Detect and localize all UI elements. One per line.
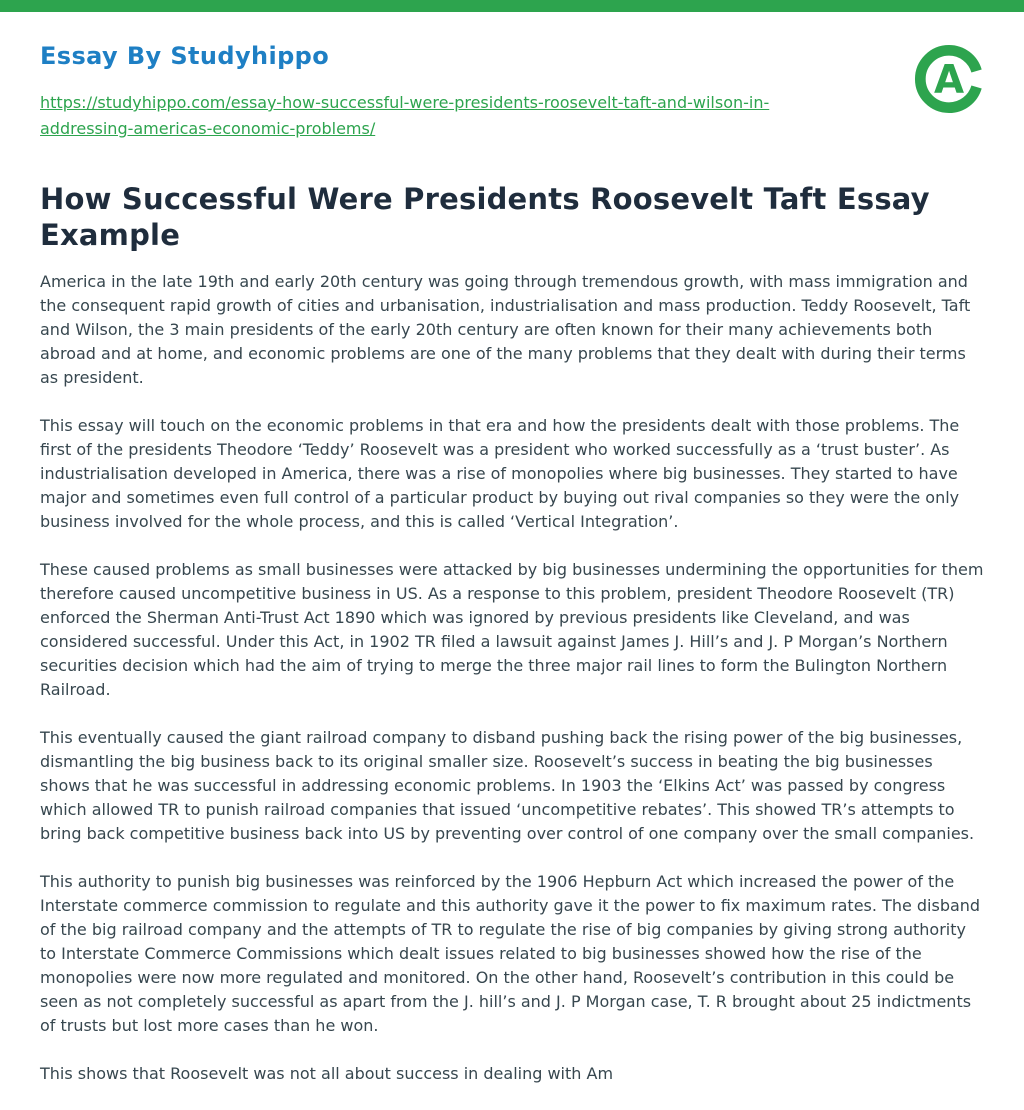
essay-paragraph: This authority to punish big businesses was reinforced by the 1906 Hepburn Act which increased the power of the Interstate commerce commission to regulate and this authority gave it the power to fix maximum rates. The disband of the big railroad company and the attempts of TR to regulate the rise of big companies by giving strong authority to Interstate Commerce Commissions which dealt issues related to big businesses showed how the rise of the monopolies were now more regulated and monitored. On the other hand, Roosevelt’s contribution in this could be seen as not completely successful as apart from the J. hill’s and J. P Morgan case, T. R brought about 25 indictments of trusts but lost more cases than he won. bbox=[40, 871, 981, 1035]
header-left bbox=[40, 42, 830, 141]
essay-paragraph: This shows that Roosevelt was not all about success in dealing with Am bbox=[40, 1063, 614, 1083]
essay-url-link[interactable]: https://studyhippo.com/essay-how-successful-were-presidents-roosevelt-taft-and-wilson-in-addressing-americas-economic-problems/ bbox=[40, 93, 770, 138]
essay-paragraph: This essay will touch on the economic problems in that era and how the presidents dealt with those problems. The first of the presidents Theodore ‘Teddy’ Roosevelt was a president who worked successfully as a ‘trust buster’. As industrialisation developed in America, there was a rise of monopolies where big businesses. They started to have major and sometimes even full control of a particular product by buying out rival companies so they were the only business involved for the whole process, and this is called ‘Vertical Integration’. bbox=[40, 415, 960, 531]
studyhippo-logo bbox=[914, 44, 984, 114]
essay-content bbox=[40, 181, 984, 1086]
top-accent-bar bbox=[0, 0, 1024, 12]
logo-letter: A bbox=[933, 57, 965, 103]
page-header bbox=[40, 42, 984, 141]
essay-title: How Successful Were Presidents Roosevelt Taft Essay Example bbox=[40, 182, 930, 253]
site-title: Essay By Studyhippo bbox=[40, 42, 330, 70]
studyhippo-logo-icon bbox=[914, 44, 984, 114]
essay-paragraph: This eventually caused the giant railroad company to disband pushing back the rising power of the big businesses, dismantling the big business back to its original smaller size. Roosevelt’s success in beating the big businesses shows that he was successful in addressing economic problems. In 1903 the ‘Elkins Act’ was passed by congress which allowed TR to punish railroad companies that issued ‘uncompetitive rebates’. This showed TR’s attempts to bring back competitive business back into US by preventing over control of one company over the small companies. bbox=[40, 727, 975, 843]
essay-body bbox=[40, 270, 984, 1086]
essay-paragraph: America in the late 19th and early 20th century was going through tremendous growth, with mass immigration and the consequent rapid growth of cities and urbanisation, industrialisation and mass production. Teddy Roosevelt, Taft and Wilson, the 3 main presidents of the early 20th century are often known for their many achievements both abroad and at home, and economic problems are one of the many problems that they dealt with during their terms as president. bbox=[40, 271, 971, 387]
essay-paragraph: These caused problems as small businesses were attacked by big businesses undermining the opportunities for them therefore caused uncompetitive business in US. As a response to this problem, president Theodore Roosevelt (TR) enforced the Sherman Anti-Trust Act 1890 which was ignored by previous presidents like Cleveland, and was considered successful. Under this Act, in 1902 TR filed a lawsuit against James J. Hill’s and J. P Morgan’s Northern securities decision which had the aim of trying to merge the three major rail lines to form the Bulington Northern Railroad. bbox=[40, 559, 984, 699]
